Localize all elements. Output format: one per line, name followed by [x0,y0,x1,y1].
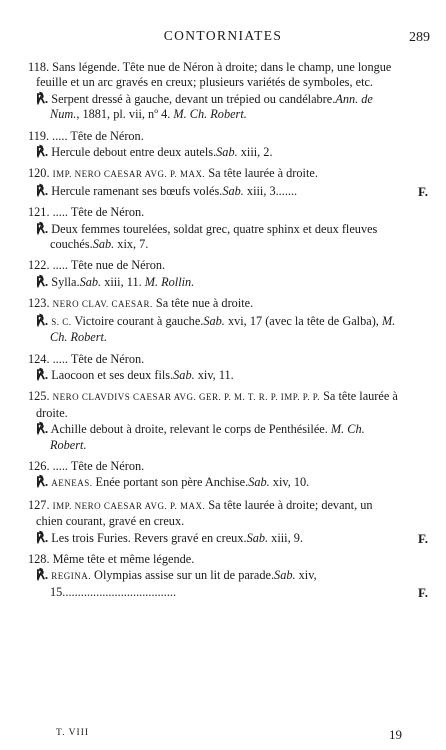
citation: Sab. [92,237,115,252]
catalog-entry [0,296,446,312]
catalog-entry [0,60,446,91]
reference: xix, 7. [114,237,149,252]
description: Sa tête nue à droite. [152,296,254,311]
reverse-symbol: ℟. [36,220,49,236]
citation: Sab. [173,367,195,382]
catalog-entry [0,258,446,273]
description: Olympias assise sur un lit de parade. [90,568,275,583]
catalog-entry [0,459,446,474]
reference: xiv, 15..................................... [50,568,317,599]
reference: xiii, 11. [101,274,142,289]
description: Deux femmes tourelées, soldat grec, quatre sphinx et deux fleuves couchés. [50,221,378,252]
entry-number: 127. [28,497,50,512]
citation: Sab. [248,475,270,490]
running-title: CONTORNIATES [163,28,283,43]
legend-inscription: S. C. [51,316,72,327]
entry-number: 125. [28,389,50,404]
description: Achille debout à droite, relevant le corps de Penthésilée. [50,422,328,437]
reference: , 1881, pl. vii, nº 4. [76,107,171,122]
page-header [0,28,446,48]
catalog-entries [0,60,446,600]
entry-number: 120. [28,166,50,181]
description: Hercule ramenant ses bœufs volés. [51,183,223,198]
description: Les trois Furies. Revers gravé en creux. [51,530,247,545]
page-number: 289 [409,30,430,45]
description: ..... Tête de Néron. [52,458,145,473]
legend-inscription: IMP. NERO CAESAR AVG. P. MAX. [52,169,206,180]
reverse-line: ℟. Hercule ramenant ses bœufs volés.Sab. xiii, 3....... F. [36,182,428,199]
citation: Sab. [222,183,244,198]
page-footer [0,727,446,745]
description: ..... Tête de Néron. [52,351,145,366]
entry-number: 128. [28,551,50,566]
catalog-entry [0,552,446,567]
description: Sa tête laurée à droite. [36,389,398,420]
collection: M. Ch. Robert. [50,313,396,345]
legend-inscription: NERO CLAVDIVS CAESAR AVG. GER. P. M. T. R. P. IMP. P. P. [52,392,321,403]
entry-number: 118. [28,60,50,74]
legend-inscription: REGINA. [51,571,91,582]
description: ..... Tête nue de Néron. [52,258,166,273]
reference: xiii, 3....... [243,183,298,198]
legend-inscription: IMP. NERO CAESAR AVG. P. MAX. [52,500,206,511]
reverse-line [0,144,446,160]
reverse-symbol: ℟. [36,90,49,106]
citation: Sab. [246,530,269,545]
description: Sa tête laurée à droite. [205,166,318,181]
description: Sylla. [51,274,80,289]
reverse-symbol: ℟. [36,366,49,382]
reference: xiv, 10. [269,475,310,490]
collection: M. Ch. Robert. [50,422,365,452]
reverse-line [0,313,446,346]
legend-inscription: AENEAS. [51,478,93,489]
legend-inscription: NERO CLAV. CAESAR. [52,299,153,310]
citation: Sab. [216,145,238,160]
reverse-line [0,474,446,491]
entry-number: 123. [28,296,50,311]
description: Laocoon et ses deux fils. [51,367,174,382]
reference: xvi, 17 (avec la tête de Galba), [224,313,379,328]
reverse-symbol: ℟. [36,567,49,583]
reverse-symbol: ℟. [36,421,49,437]
reverse-line: ℟. Les trois Furies. Revers gravé en creux.Sab. xiii, 9. F. [36,529,428,546]
description: Sa tête laurée à droite; devant, un chien courant, gravé en creux. [36,497,373,529]
reverse-symbol: ℟. [36,144,49,160]
reference: xiii, 9. [268,530,303,545]
catalog-entry [0,166,446,182]
catalog-entry [0,498,446,530]
reverse-line [0,274,446,290]
reverse-symbol: ℟. [36,529,49,545]
description: Sans légende. Tête nue de Néron à droite; dans le champ, une longue feuille et un arc gravés en creux; plusieurs variétés de symboles, etc. [36,60,392,90]
catalog-entry [0,205,446,220]
catalog-entry [0,129,446,144]
reverse-line [0,91,446,123]
entry-number: 121. [28,205,50,220]
entry-number: 119. [28,128,50,143]
catalog-entry [0,389,446,421]
collection: M. Rollin. [144,274,195,289]
citation: Sab. [79,274,102,289]
reverse-line: ℟. REGINA. Olympias assise sur un lit de parade.Sab. xiv, 15..................................... F. [36,567,428,600]
reverse-symbol: ℟. [36,474,49,490]
citation: Sab. [274,568,296,583]
reverse-line [0,221,446,253]
reference: xiii, 2. [237,145,273,160]
entry-number: 122. [28,258,50,273]
citation: Ann. de Num. [50,91,373,122]
reverse-symbol: ℟. [36,273,49,289]
entry-number: 124. [28,351,50,366]
reverse-symbol: ℟. [36,312,49,328]
sheet-number: 19 [389,727,402,742]
description: Victoire courant à gauche. [71,313,204,328]
description: ..... Tête de Néron. [52,205,145,220]
reverse-line [0,367,446,383]
reference: xiv, 11. [194,367,234,382]
description: Même tête et même légende. [52,551,195,566]
catalog-entry [0,352,446,367]
reverse-symbol: ℟. [36,182,49,198]
description: Hercule debout entre deux autels. [51,145,217,160]
citation: Sab. [203,313,225,328]
description: Serpent dressé à gauche, devant un trépied ou candélabre. [51,91,336,106]
description: Enée portant son père Anchise. [92,475,249,490]
description: ..... Tête de Néron. [52,128,144,143]
collection: M. Ch. Robert. [173,107,247,122]
entry-number: 126. [28,458,50,473]
volume-signature: T. VIII [56,728,90,738]
reverse-line [0,421,446,453]
